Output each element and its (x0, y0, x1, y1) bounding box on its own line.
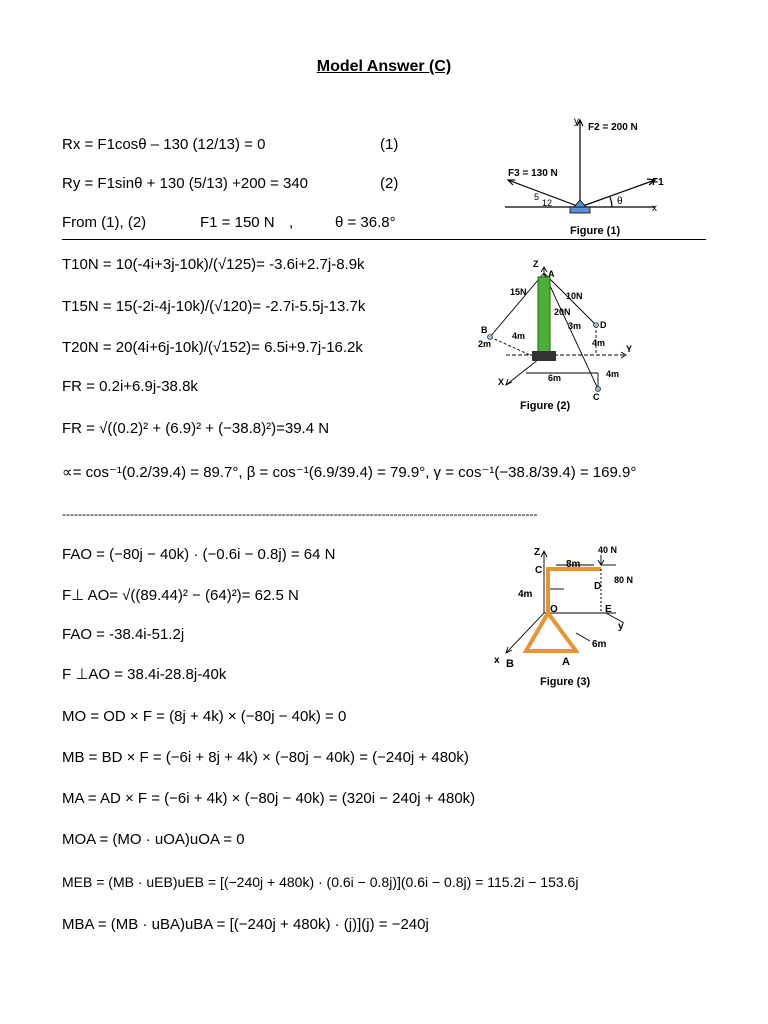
ry-equation: Ry = F1sinθ + 130 (5/13) +200 = 340 (62, 175, 308, 192)
fig2-6m-label: 6m (548, 373, 562, 383)
fr-vector: FR = 0.2i+6.9j-38.8k (62, 378, 198, 395)
separator-comma: , (289, 214, 294, 231)
fig2-4m-a-label: 4m (512, 331, 526, 341)
fig3-a-label: A (562, 656, 570, 668)
figure-1 (500, 112, 690, 240)
fig3-6m-label: 6m (592, 639, 607, 650)
section-divider-line (62, 239, 706, 240)
fao-dot-product: FAO = (−80j − 40k) · (−0.6i − 0.8j) = 64 N (62, 546, 336, 563)
fig3-80n-label: 80 N (614, 575, 634, 585)
fig3-8m-label: 8m (566, 559, 581, 570)
fperp-magnitude: F⊥ AO= √((89.44)² − (64)²)= 62.5 N (62, 587, 299, 604)
figure-2 (476, 255, 646, 415)
fig2-4m-c-label: 4m (606, 369, 620, 379)
fig2-a-label: A (548, 269, 555, 279)
from-label: From (1), (2) (62, 214, 147, 231)
fig2-d-label: D (600, 320, 607, 330)
fig3-40n-label: 40 N (598, 545, 618, 555)
moment-a: MA = AD × F = (−6i + 4k) × (−80j − 40k) = (320i − 240j + 480k) (62, 790, 476, 807)
fig2-2m-label: 2m (478, 339, 492, 349)
fig2-3m-label: 3m (568, 321, 582, 331)
dashed-separator: ----------------------------------------------------------------------------------------------------------------------- (62, 507, 538, 521)
fperp-vector: F ⊥AO = 38.4i-28.8j-40k (62, 666, 227, 683)
moment-o: MO = OD × F = (8j + 4k) × (−80j − 40k) = 0 (62, 708, 347, 725)
t15-equation: T15N = 15(-2i-4j-10k)/(√120)= -2.7i-5.5j-13.7k (62, 298, 366, 315)
fig2-y-label: Y (626, 344, 633, 354)
page-title: Model Answer (C) (316, 58, 452, 75)
fig3-caption: Figure (3) (540, 676, 591, 688)
fig3-o-label: O (550, 604, 558, 615)
fig1-theta-label: θ (617, 196, 623, 207)
fr-magnitude: FR = √((0.2)² + (6.9)² + (−38.8)²)=39.4 N (62, 420, 330, 437)
fig2-f15-label: 15N (510, 287, 527, 297)
ry-equation-number: (2) (380, 175, 399, 192)
fig3-c-label: C (535, 565, 543, 576)
direction-angles: ∝= cos⁻¹(0.2/39.4) = 89.7°, β = cos⁻¹(6.9/39.4) = 79.9°, γ = cos⁻¹(−38.8/39.4) = 169.9° (62, 464, 637, 481)
fig2-c-label: C (593, 392, 600, 402)
moment-ba: MBA = (MB · uBA)uBA = [(−240j + 480k) · (j)](j) = −240j (62, 916, 429, 933)
fig3-e-label: E (605, 604, 612, 615)
fig1-f3-label: F3 = 130 N (508, 168, 558, 179)
theta-result: θ = 36.8° (335, 214, 396, 231)
fig3-4m-label: 4m (518, 589, 533, 600)
moment-oa: MOA = (MO · uOA)uOA = 0 (62, 831, 245, 848)
fig3-x-label: x (494, 655, 500, 666)
fig2-f20-label: 20N (554, 307, 571, 317)
fig1-five-label: 5 (534, 192, 540, 202)
t10-equation: T10N = 10(-4i+3j-10k)/(√125)= -3.6i+2.7j-8.9k (62, 256, 365, 273)
f1-result: F1 = 150 N (200, 214, 275, 231)
fig2-caption: Figure (2) (520, 400, 571, 412)
moment-b: MB = BD × F = (−6i + 8j + 4k) × (−80j − 40k) = (−240j + 480k) (62, 749, 469, 766)
fig2-b-label: B (481, 325, 488, 335)
fig2-f10-label: 10N (566, 291, 583, 301)
fig1-f1-label: F1 (652, 177, 664, 188)
fig1-x-label: x (652, 203, 657, 214)
rx-equation-number: (1) (380, 136, 399, 153)
fig1-y-label: y (574, 116, 579, 127)
fao-vector: FAO = -38.4i-51.2j (62, 626, 185, 643)
moment-eb: MEB = (MB · uEB)uEB = [(−240j + 480k) · (0.6i − 0.8j)](0.6i − 0.8j) = 115.2i − 153.6j (62, 874, 579, 890)
fig1-f2-label: F2 = 200 N (588, 122, 638, 133)
t20-equation: T20N = 20(4i+6j-10k)/(√152)= 6.5i+9.7j-16.2k (62, 339, 363, 356)
fig2-z-label: Z (533, 259, 539, 269)
fig1-twelve-label: 12 (542, 198, 553, 208)
fig2-4m-b-label: 4m (592, 338, 606, 348)
fig3-b-label: B (506, 658, 514, 670)
fig2-x-label: X (498, 377, 505, 387)
fig3-y-label: y (618, 621, 624, 632)
fig3-z-label: Z (534, 547, 541, 558)
fig1-caption: Figure (1) (570, 225, 621, 237)
fig3-d-label: D (594, 581, 602, 592)
rx-equation: Rx = F1cosθ – 130 (12/13) = 0 (62, 136, 266, 153)
figure-3 (486, 543, 646, 693)
